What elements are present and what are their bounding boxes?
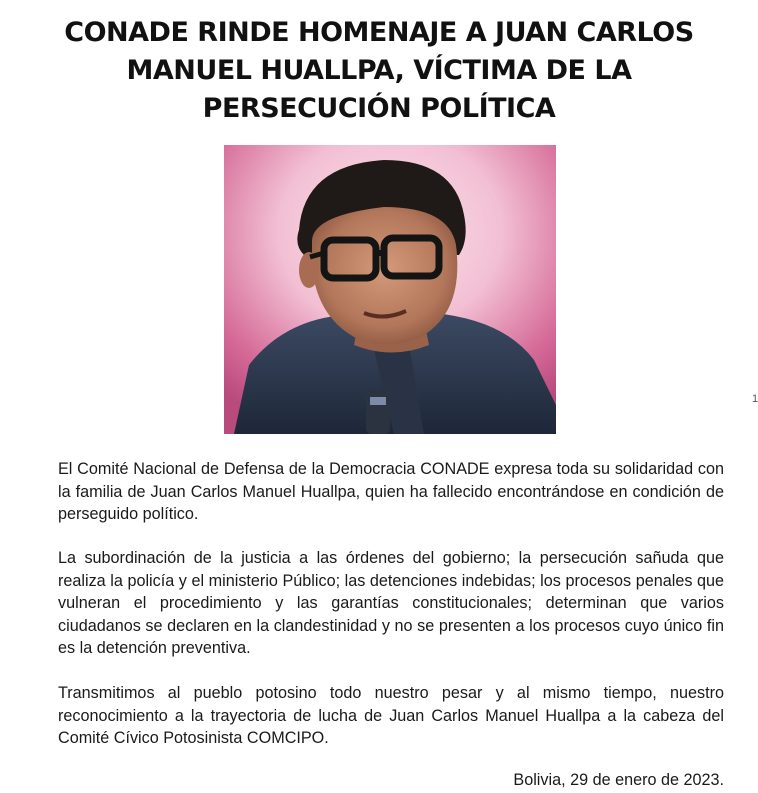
stray-mark: 1 (752, 393, 758, 405)
paragraph-3: Transmitimos al pueblo potosino todo nuestro pesar y al mismo tiempo, nuestro reconocimiento a la trayectoria de lucha de Juan Carlos Manuel Huallpa a la cabeza del Comité Cívico Potosinista COMCIPO. (58, 684, 724, 747)
date-signature: Bolivia, 29 de enero de 2023. (513, 771, 724, 789)
portrait-photo (224, 145, 556, 434)
paragraph-2: La subordinación de la justicia a las órdenes del gobierno; la persecución sañuda que realiza la policía y el ministerio Público; las detenciones indebidas; los procesos penales que vulneran el procedimiento y las garantías constitucionales; determinan que varios ciudadanos se declaren en la clandestinidad y no se presenten a los procesos cuyo único fin es la detención preventiva. (58, 549, 724, 657)
page-title: CONADE RINDE HOMENAJE A JUAN CARLOS MANUEL HUALLPA, VÍCTIMA DE LA PERSECUCIÓN POLÍTICA (64, 17, 694, 124)
paragraph-1: El Comité Nacional de Defensa de la Democracia CONADE expresa toda su solidaridad con la familia de Juan Carlos Manuel Huallpa, quien ha fallecido encontrándose en condición de perseguido político. (58, 460, 724, 523)
